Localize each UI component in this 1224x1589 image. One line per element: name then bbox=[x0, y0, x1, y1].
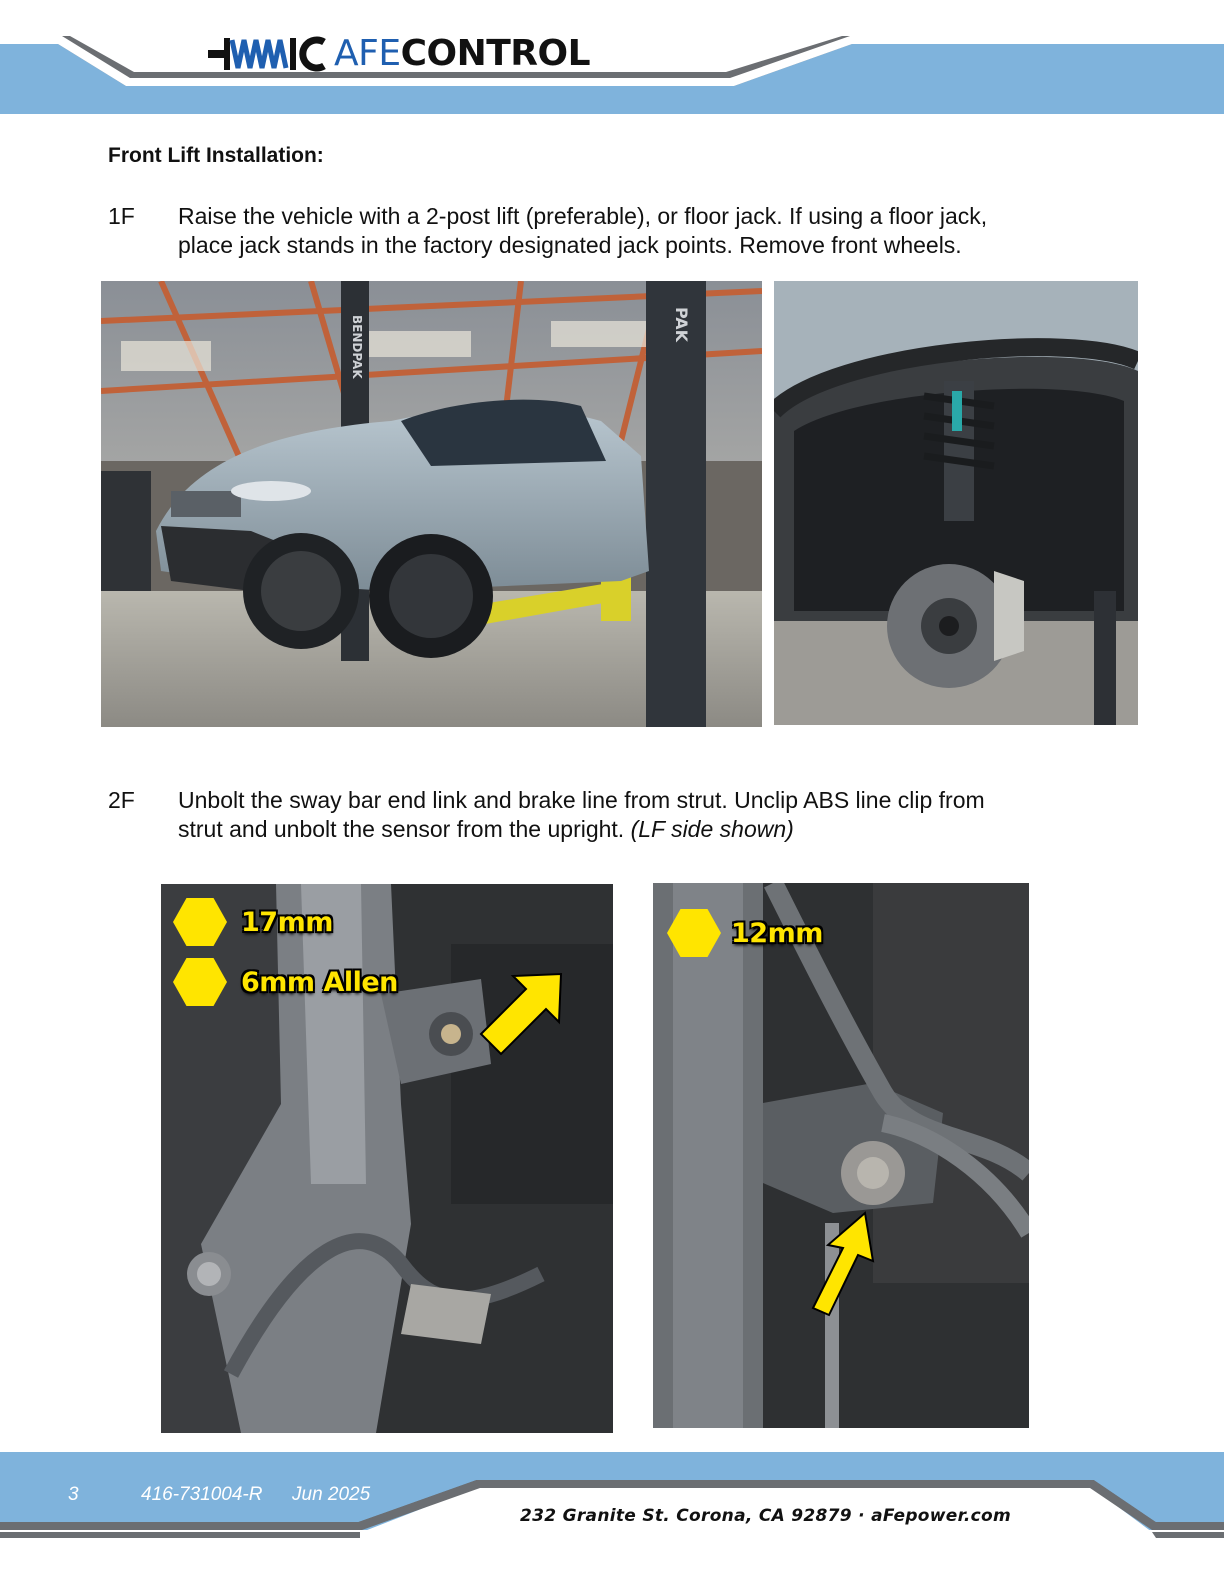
step-2f-line-1: Unbolt the sway bar end link and brake line from strut. Unclip ABS line clip from bbox=[178, 787, 985, 813]
logo-control-text: CONTROL bbox=[400, 33, 591, 74]
hex-wrench-icon bbox=[173, 958, 227, 1006]
afe-control-logo bbox=[208, 32, 590, 76]
footer-page-number: 3 bbox=[68, 1484, 79, 1505]
step-2f-note: (LF side shown) bbox=[630, 816, 794, 842]
footer-doc-number: 416-731004-R bbox=[141, 1484, 263, 1505]
logo-afe-text: AFE bbox=[334, 33, 401, 74]
step-number-1f: 1F bbox=[108, 203, 135, 229]
header-band bbox=[0, 0, 1224, 120]
footer-date: Jun 2025 bbox=[292, 1484, 371, 1505]
lift-brand-text-left: BENDPAK bbox=[350, 315, 364, 379]
tool-label-17mm: 17mm bbox=[241, 906, 333, 938]
photo-brake-line-bracket bbox=[653, 883, 1029, 1428]
step-number-2f: 2F bbox=[108, 787, 135, 813]
step-text-1f bbox=[178, 202, 1128, 260]
step-2f-line-2 bbox=[178, 815, 1128, 844]
tool-badge-12mm bbox=[667, 909, 823, 957]
section-title: Front Lift Installation: bbox=[108, 144, 324, 167]
tool-label-12mm: 12mm bbox=[731, 917, 823, 949]
photo-vehicle-on-lift bbox=[101, 281, 762, 727]
lift-brand-text-right: PAK bbox=[672, 307, 691, 343]
tool-badge-6mm-allen bbox=[173, 958, 398, 1006]
step-2f-line-2-text: strut and unbolt the sensor from the upright. bbox=[178, 816, 625, 842]
photo-front-wheel-removed bbox=[774, 281, 1138, 725]
tool-label-6mm-allen: 6mm Allen bbox=[241, 966, 398, 998]
photo-sway-bar-end-link bbox=[161, 884, 613, 1433]
step-text-2f bbox=[178, 786, 1128, 844]
footer-address: 232 Granite St. Corona, CA 92879 · aFepower.com bbox=[520, 1506, 1011, 1526]
hex-wrench-icon bbox=[667, 909, 721, 957]
step-1f-line-2: place jack stands in the factory designated jack points. Remove front wheels. bbox=[178, 232, 962, 258]
logo-mark-icon bbox=[208, 36, 326, 72]
tool-badge-17mm bbox=[173, 898, 333, 946]
hex-wrench-icon bbox=[173, 898, 227, 946]
step-1f-line-1: Raise the vehicle with a 2-post lift (preferable), or floor jack. If using a floor jack, bbox=[178, 203, 988, 229]
